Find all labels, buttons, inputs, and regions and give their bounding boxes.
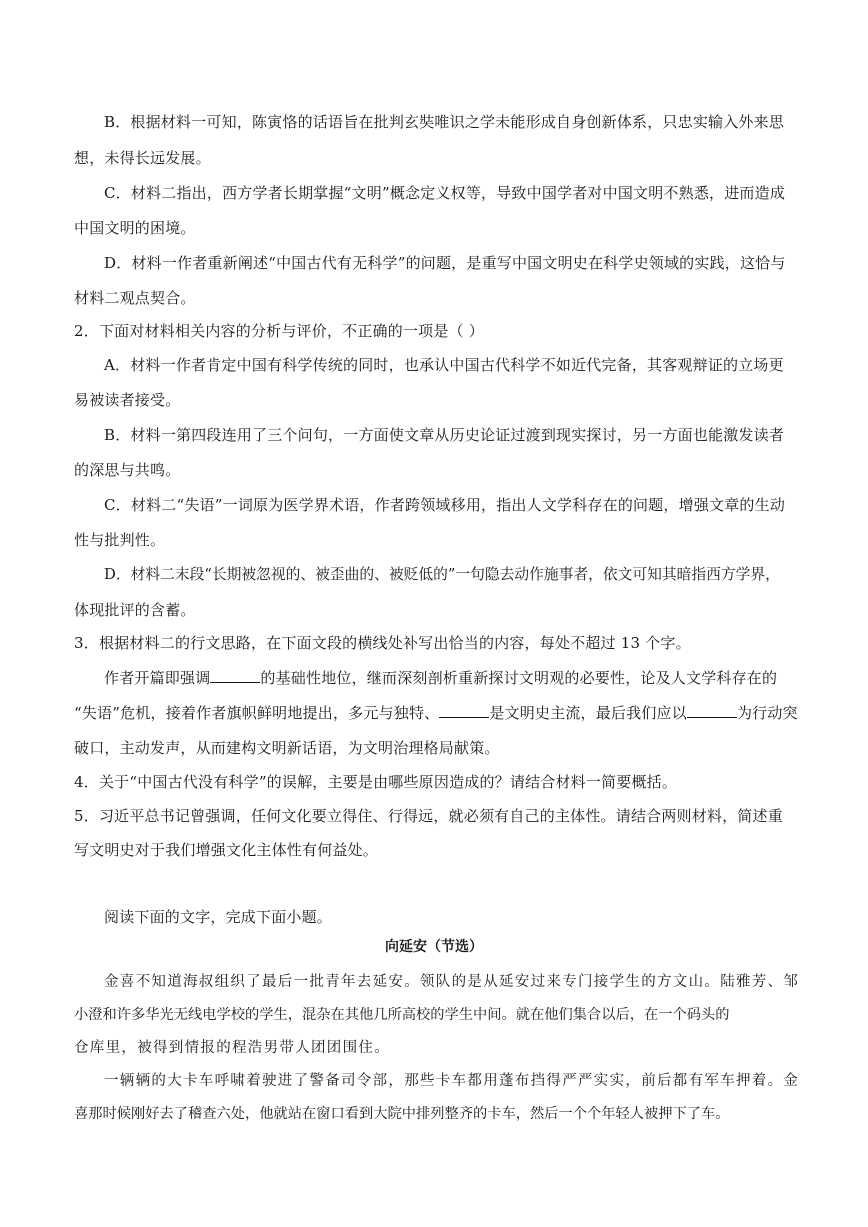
story-para2-line1: 一辆辆的大卡车呼啸着驶进了警备司令部，那些卡车都用蓬布挡得严严实实，前后都有军车押着。金	[104, 1073, 800, 1089]
q3-blank-3[interactable]	[687, 703, 737, 718]
q3-blank-1[interactable]	[210, 668, 260, 683]
q3-passage-line3: 破口，主动发声，从而建构文明新话语，为文明治理格局献策。	[74, 739, 500, 757]
q2-option-c-line1: C．材料二“失语”一词原为医学界术语，作者跨领域移用，指出人文学科存在的问题，增强文章的生动	[104, 496, 786, 514]
q2-option-b-line1: B．材料一第四段连用了三个问句，一方面使文章从历史论证过渡到现实探讨，另一方面也能激发读者	[104, 426, 785, 444]
q1-option-c-line2: 中国文明的困境。	[74, 219, 196, 237]
story-para1-line1: 金喜不知道海叔组织了最后一批青年去延安。领队的是从延安过来专门接学生的方文山。陆雅芳、邹	[104, 974, 800, 990]
q3-text-segment: 的基础性地位，继而深刻剖析重新探讨文明观的必要性，论及人文学科存在的	[260, 669, 778, 687]
q2-option-b-line2: 的深思与共鸣。	[74, 461, 181, 479]
q3-passage-line1	[104, 668, 777, 688]
q2-option-d-line1: D．材料二末段“长期被忽视的、被歪曲的、被贬低的”一句隐去动作施事者，依文可知其暗指西方学界，	[104, 566, 780, 583]
q4-stem: 4．关于“中国古代没有科学”的误解，主要是由哪些原因造成的？请结合材料一简要概括。	[74, 773, 678, 791]
q3-text-segment: 为行动突	[736, 704, 798, 722]
q3-passage-line2	[74, 703, 798, 723]
q1-option-d-line2: 材料二观点契合。	[74, 289, 196, 307]
q3-text-segment: 作者开篇即强调	[104, 669, 211, 687]
q2-option-a-line1: A．材料一作者肯定中国有科学传统的同时，也承认中国古代科学不如近代完备，其客观辩证的立场更	[104, 356, 784, 374]
q1-option-b-line1: B．根据材料一可知，陈寅恪的话语旨在批判玄奘唯识之学未能形成自身创新体系，只忠实输入外来思	[104, 113, 785, 131]
q3-blank-2[interactable]	[439, 703, 489, 718]
q2-stem: 2．下面对材料相关内容的分析与评价，不正确的一项是（ ）	[74, 322, 484, 340]
q1-option-d-line1: D．材料一作者重新阐述“中国古代有无科学”的问题，是重写中国文明史在科学史领域的实践，这恰与	[104, 254, 786, 272]
reading-title: 向延安（节选）	[385, 939, 483, 955]
story-para1-line2: 小澄和许多华光无线电学校的学生，混杂在其他几所高校的学生中间。就在他们集合以后，在一个码头的	[74, 1007, 730, 1023]
reading-intro: 阅读下面的文字，完成下面小题。	[104, 908, 333, 926]
q2-option-d-line2: 体现批评的含蓄。	[74, 601, 196, 619]
story-para1-line3: 仓库里，被得到情报的程浩男带人团团围住。	[74, 1040, 390, 1056]
q3-text-segment: “失语”危机，接着作者旗帜鲜明地提出，多元与独特、	[74, 704, 440, 722]
q1-option-c-line1: C．材料二指出，西方学者长期掌握“文明”概念定义权等，导致中国学者对中国文明不熟悉，进而造成	[104, 184, 786, 202]
q5-line1: 5．习近平总书记曾强调，任何文化要立得住、行得远，就必须有自己的主体性。请结合两则材料，简述重	[74, 807, 783, 825]
story-para2-line2: 喜那时候刚好去了稽查六处，他就站在窗口看到大院中排列整齐的卡车，然后一个个年轻人被押下了车。	[74, 1106, 730, 1122]
q5-line2: 写文明史对于我们增强文化主体性有何益处。	[74, 841, 379, 859]
q1-option-b-line2: 想，未得长远发展。	[74, 149, 211, 167]
q3-text-segment: 是文明史主流，最后我们应以	[489, 704, 687, 722]
q2-option-a-line2: 易被读者接受。	[74, 391, 181, 409]
q3-stem: 3．根据材料二的行文思路，在下面文段的横线处补写出恰当的内容，每处不超过 13 个字。	[74, 634, 691, 652]
q2-option-c-line2: 性与批判性。	[74, 531, 166, 549]
